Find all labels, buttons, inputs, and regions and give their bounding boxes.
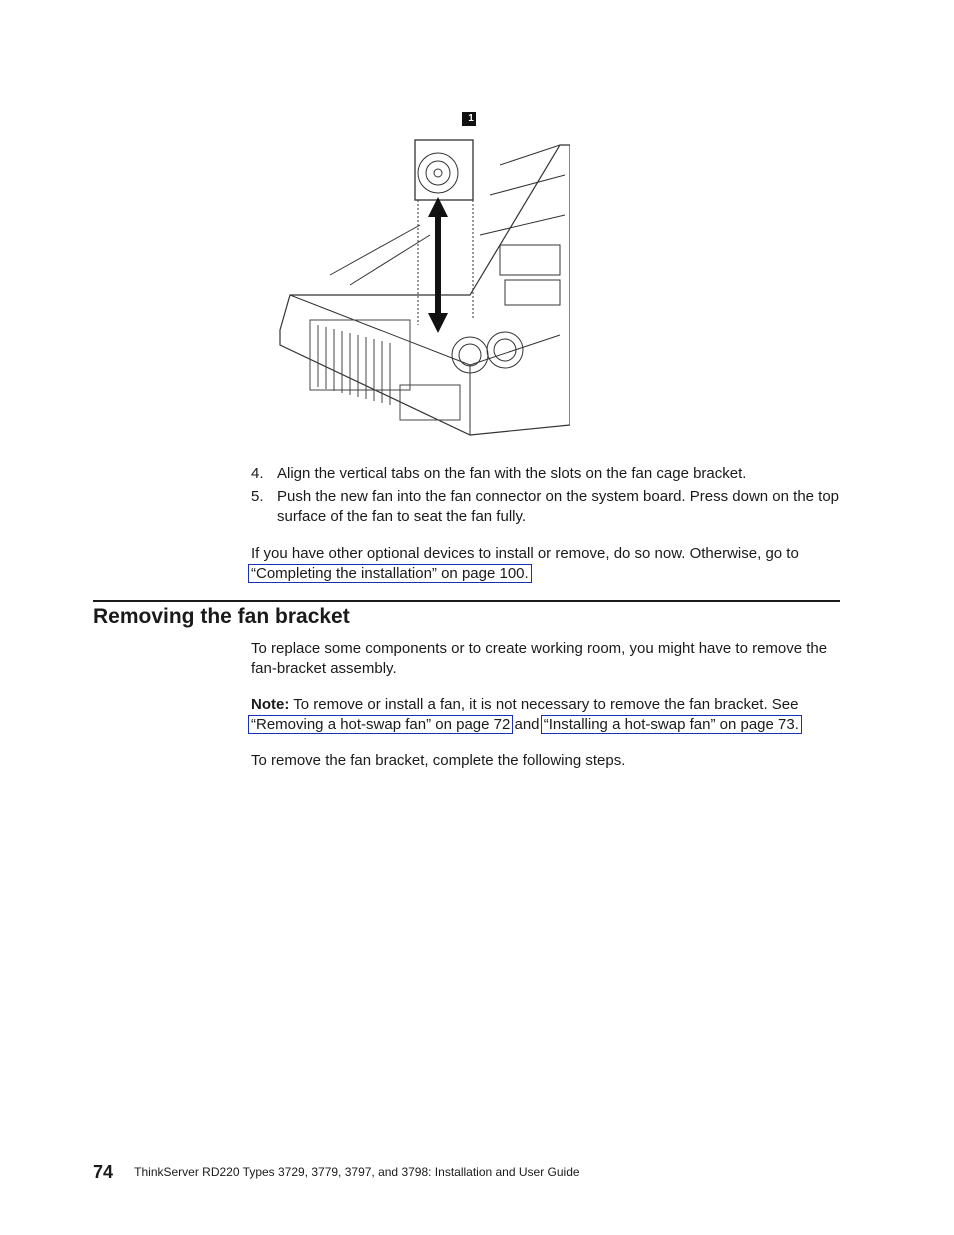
optional-devices-paragraph (251, 544, 841, 584)
footer-title: ThinkServer RD220 Types 3729, 3779, 3797, and 3798: Installation and User Guide (134, 1165, 580, 1179)
page-footer (93, 1160, 580, 1184)
removing-hot-swap-fan-link[interactable]: “Removing a hot-swap fan” on page 72 (248, 715, 513, 734)
section-divider (93, 600, 840, 602)
section-heading: Removing the fan bracket (93, 605, 350, 628)
note-between: and (514, 716, 540, 733)
steps-intro-paragraph: To remove the fan bracket, complete the following steps. (251, 752, 626, 769)
step-text: Align the vertical tabs on the fan with the slots on the fan cage bracket. (277, 465, 747, 482)
step-item (251, 487, 841, 527)
callout-label: 1 (468, 113, 474, 124)
step-item (251, 464, 841, 484)
step-text: Push the new fan into the fan connector on the system board. Press down on the top surface of the fan to seat the fan fully. (277, 488, 840, 525)
step-number: 4. (251, 465, 264, 482)
step-list (251, 464, 841, 530)
page-number: 74 (93, 1162, 114, 1182)
installing-hot-swap-fan-link[interactable]: “Installing a hot-swap fan” on page 73. (541, 715, 802, 734)
intro-paragraph: To replace some components or to create working room, you might have to remove the fan-bracket assembly. (251, 640, 828, 677)
paragraph-text: If you have other optional devices to install or remove, do so now. Otherwise, go to (251, 545, 799, 562)
note-paragraph (251, 695, 841, 735)
step-number: 5. (251, 488, 264, 505)
completing-installation-link[interactable]: “Completing the installation” on page 100. (248, 564, 532, 583)
fan-installation-illustration (270, 105, 570, 450)
note-label: Note: (251, 696, 290, 713)
note-text: To remove or install a fan, it is not necessary to remove the fan bracket. See (293, 696, 799, 713)
